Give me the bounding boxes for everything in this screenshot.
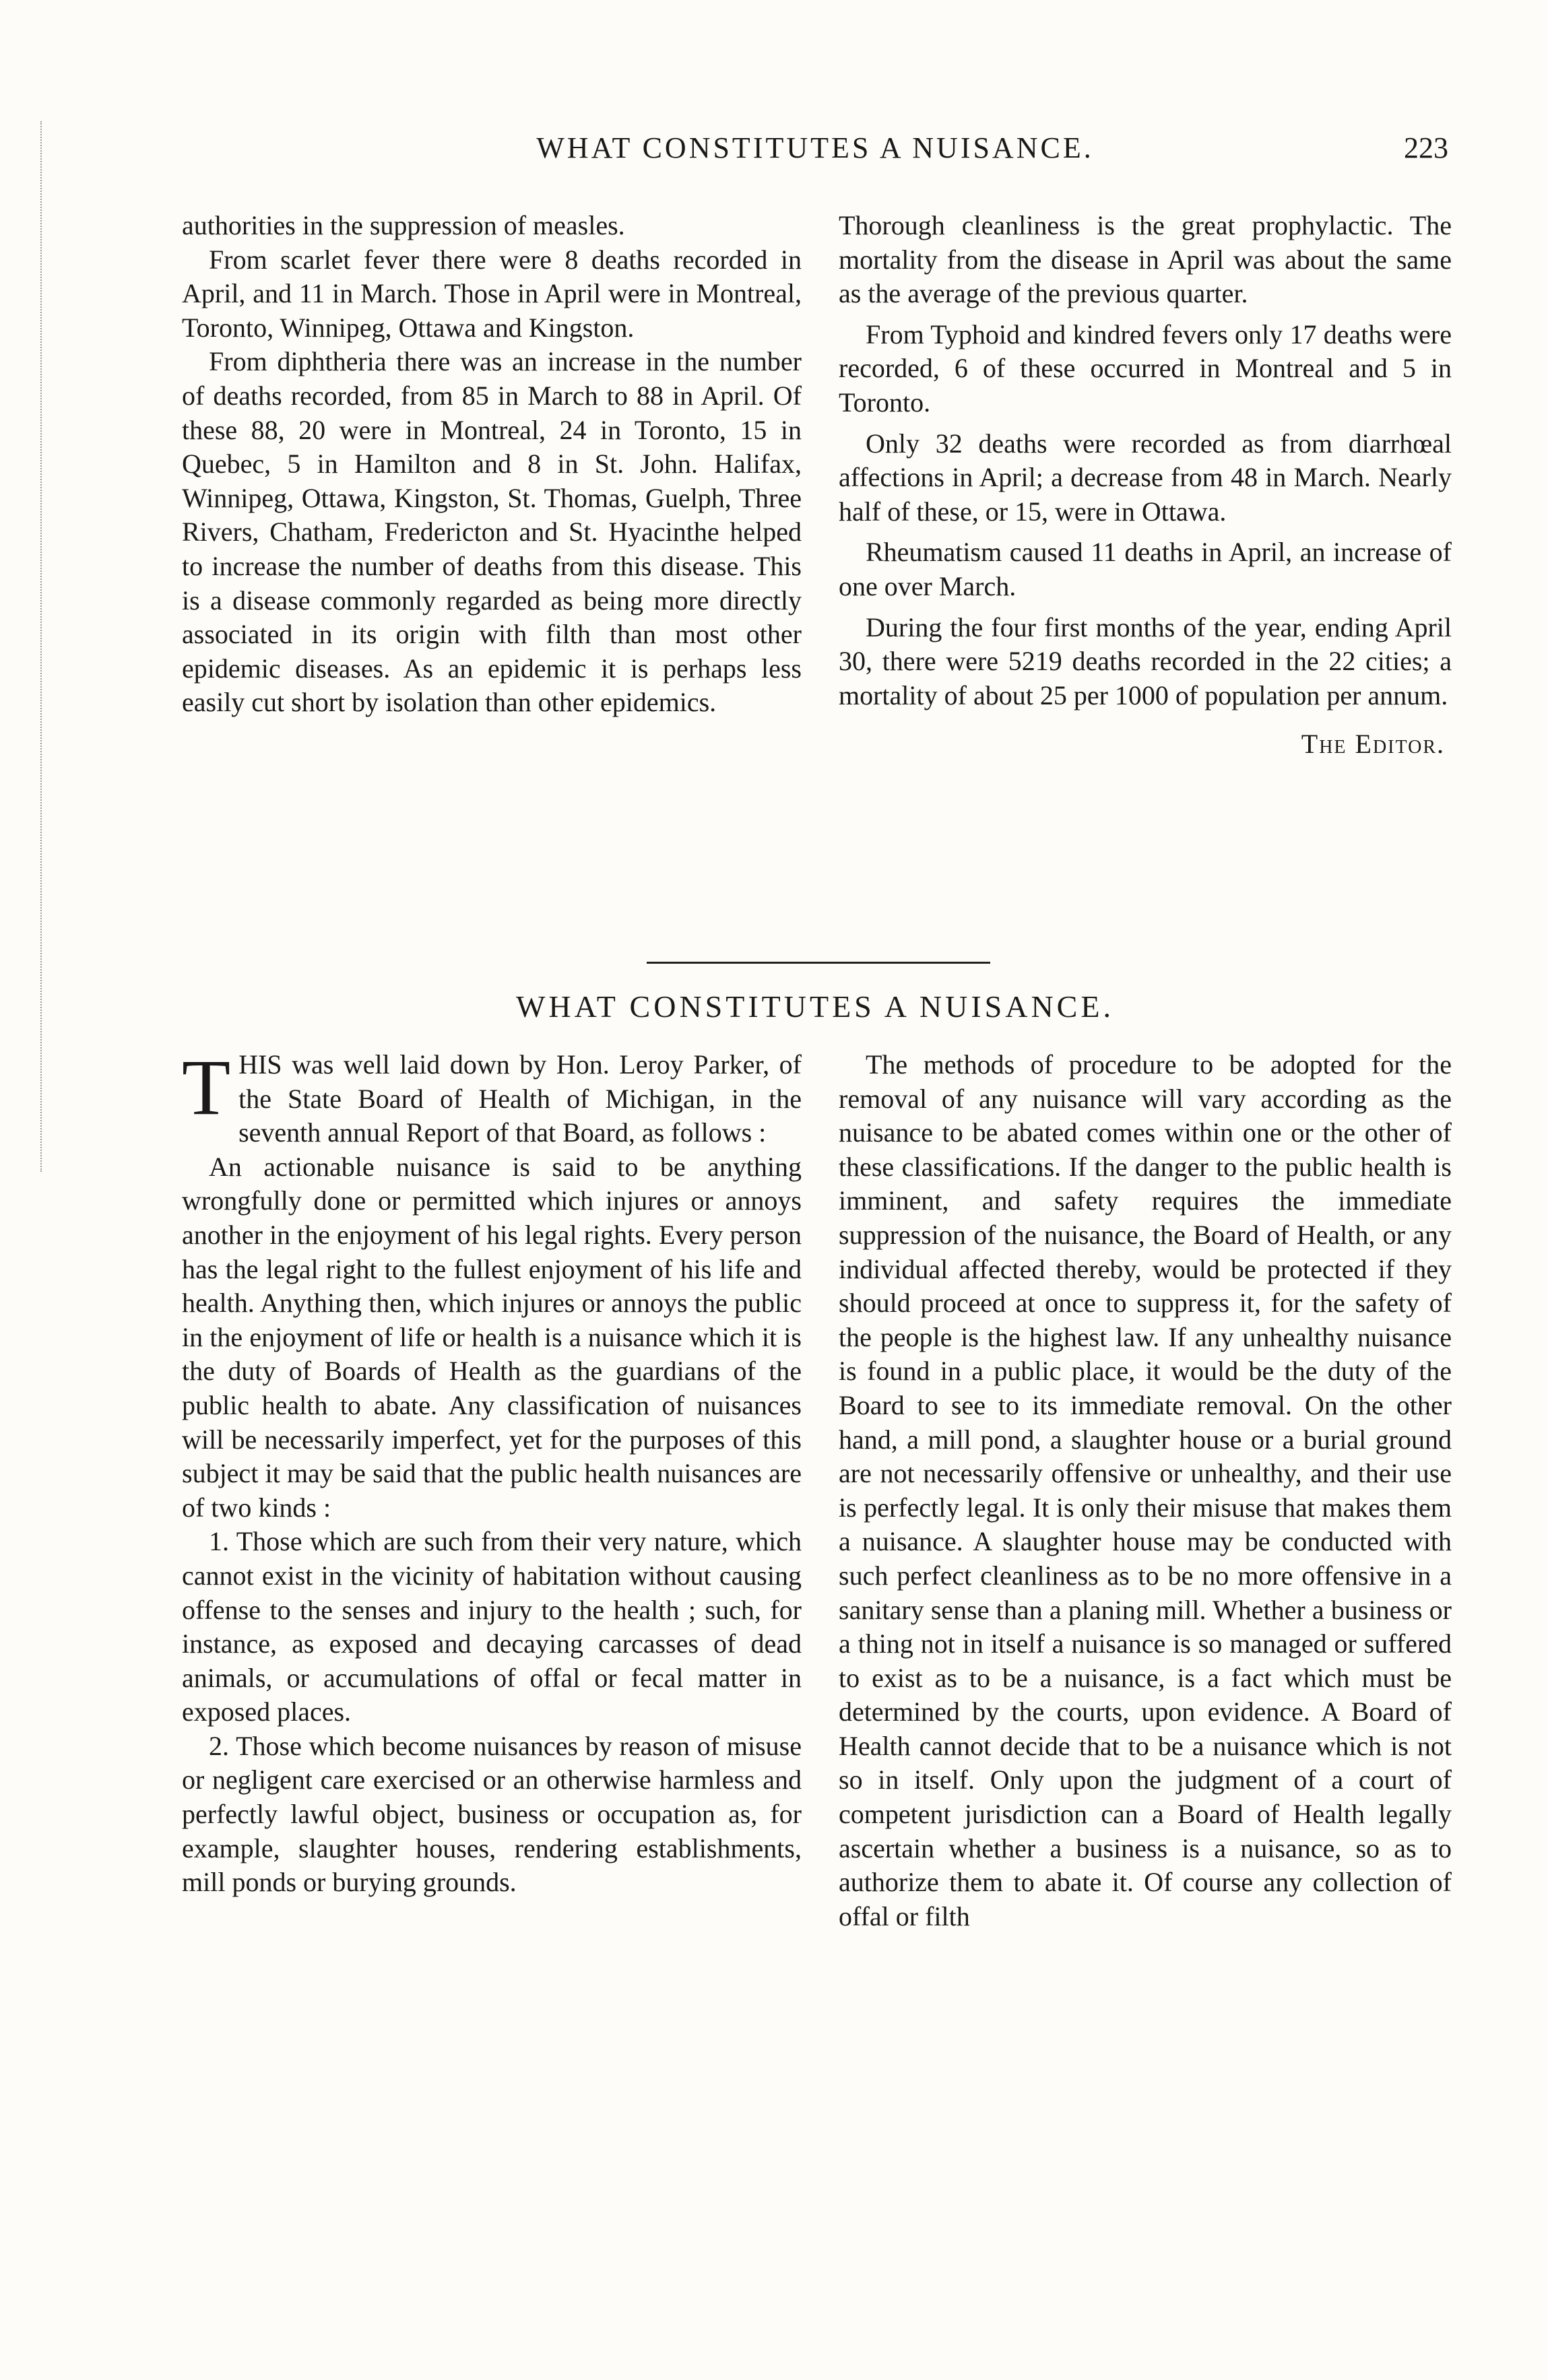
list-item: 2. Those which become nuisances by reason of misuse or negligent care exercised or an otherwise harmless and perfectly lawful object, business or occupation as, for example, slaughter houses, rendering establishments, mill ponds or burying grounds. xyxy=(182,1730,802,1898)
paragraph: From Typhoid and kindred fevers only 17 deaths were recorded, 6 of these occurred in Montreal and 5 in Toronto. xyxy=(839,319,1452,418)
section-divider xyxy=(647,962,990,964)
bottom-right-column xyxy=(839,1048,1452,1933)
section-title: WHAT CONSTITUTES A NUISANCE. xyxy=(516,989,1114,1024)
top-left-column xyxy=(182,209,802,720)
paragraph: From scarlet fever there were 8 deaths recorded in April, and 11 in March. Those in April were in Montreal, Toronto, Winnipeg, Ottawa and Kingston. xyxy=(182,244,802,343)
page-number: 223 xyxy=(1404,131,1448,164)
bottom-left-column xyxy=(182,1043,802,1900)
paragraph: An actionable nuisance is said to be anything wrongfully done or permitted which injures or annoys another in the enjoyment of his legal rights. Every person has the legal right to the fullest enjoyment of his life and health. Anything then, which injures or annoys the public in the enjoyment of life or health is a nuisance which it is the duty of Boards of Health as the guardians of the public health to abate. Any classification of nuisances will be necessarily imperfect, yet for the purposes of this subject it may be said that the public health nuisances are of two kinds : xyxy=(182,1151,802,1523)
running-title: WHAT CONSTITUTES A NUISANCE. xyxy=(536,131,1094,164)
running-header xyxy=(182,127,1448,174)
paragraph: authorities in the suppression of measles. xyxy=(182,210,625,240)
paragraph: From diphtheria there was an increase in the number of deaths recorded, from 85 in March to 88 in April. Of these 88, 20 were in Montreal, 24 in Toronto, 15 in Quebec, 5 in Hamilton and 8 in St. John. Halifax, Winnipeg, Ottawa, Kingston, St. Thomas, Guelph, Three Rivers, Chatham, Fredericton and St. Hyacinthe helped to increase the number of deaths from this disease. This is a disease commonly regarded as being more directly associated in its origin with filth than most other epidemic diseases. As an epidemic it is perhaps less easily cut short by isolation than other epidemics. xyxy=(182,346,802,718)
paragraph: Only 32 deaths were recorded as from diarrhœal affections in April; a decrease from 48 in March. Nearly half of these, or 15, were in Ottawa. xyxy=(839,428,1452,527)
top-right-column xyxy=(839,209,1452,762)
lead-paragraph xyxy=(182,1043,802,1150)
paragraph: During the four first months of the year, ending April 30, there were 5219 deaths recorded in the 22 cities; a mortality of about 25 per 1000 of population per annum. xyxy=(839,611,1452,710)
list-item: 1. Those which are such from their very nature, which cannot exist in the vicinity of habitation without causing offense to the senses and injury to the health ; such, for instance, as exposed and decaying carcasses of dead animals, or accumulations of offal or fecal matter in exposed places. xyxy=(182,1526,802,1727)
paragraph: Rheumatism caused 11 deaths in April, an increase of one over March. xyxy=(839,537,1452,601)
paragraph: The methods of procedure to be adopted for the removal of any nuisance will vary according as the nuisance to be abated comes within one or the other of these classifications. If the danger to the public health is imminent, and safety requires the immediate suppression of the nuisance, the Board of Health, or any individual affected thereby, would be protected if they should proceed at once to suppress it, for the safety of the people is the highest law. If any unhealthy nuisance is found in a public place, it would be the duty of the Board to see to its immediate removal. On the other hand, a mill pond, a slaughter house or a burial ground are not necessarily offensive or unhealthy, and their use is perfectly legal. It is only their misuse that makes them a nuisance. A slaughter house may be conducted with such perfect cleanliness as to be no more offensive in a sanitary sense than a planing mill. Whether a business or a thing not in itself a nuisance is so managed or suffered to exist as to be a nuisance, is a fact which must be determined by the courts, upon evidence. A Board of Health cannot decide that to be a nuisance which is not so in itself. Only upon the judgment of a court of competent jurisdiction can a Board of Health legally ascertain whether a business is a nuisance, so as to authorize them to abate it. Of course any collection of offal or filth xyxy=(839,1049,1452,1931)
editor-signature: The Editor. xyxy=(1301,729,1445,760)
lead-text: HIS was well laid down by Hon. Leroy Parker, of the State Board of Health of Michigan, in the seventh annual Report of that Board, as follows : xyxy=(238,1049,802,1148)
scan-margin-artifact xyxy=(40,121,47,1172)
paragraph: Thorough cleanliness is the great prophylactic. The mortality from the disease in April was about the same as the average of the previous quarter. xyxy=(839,210,1452,309)
drop-cap: T xyxy=(182,1043,231,1131)
